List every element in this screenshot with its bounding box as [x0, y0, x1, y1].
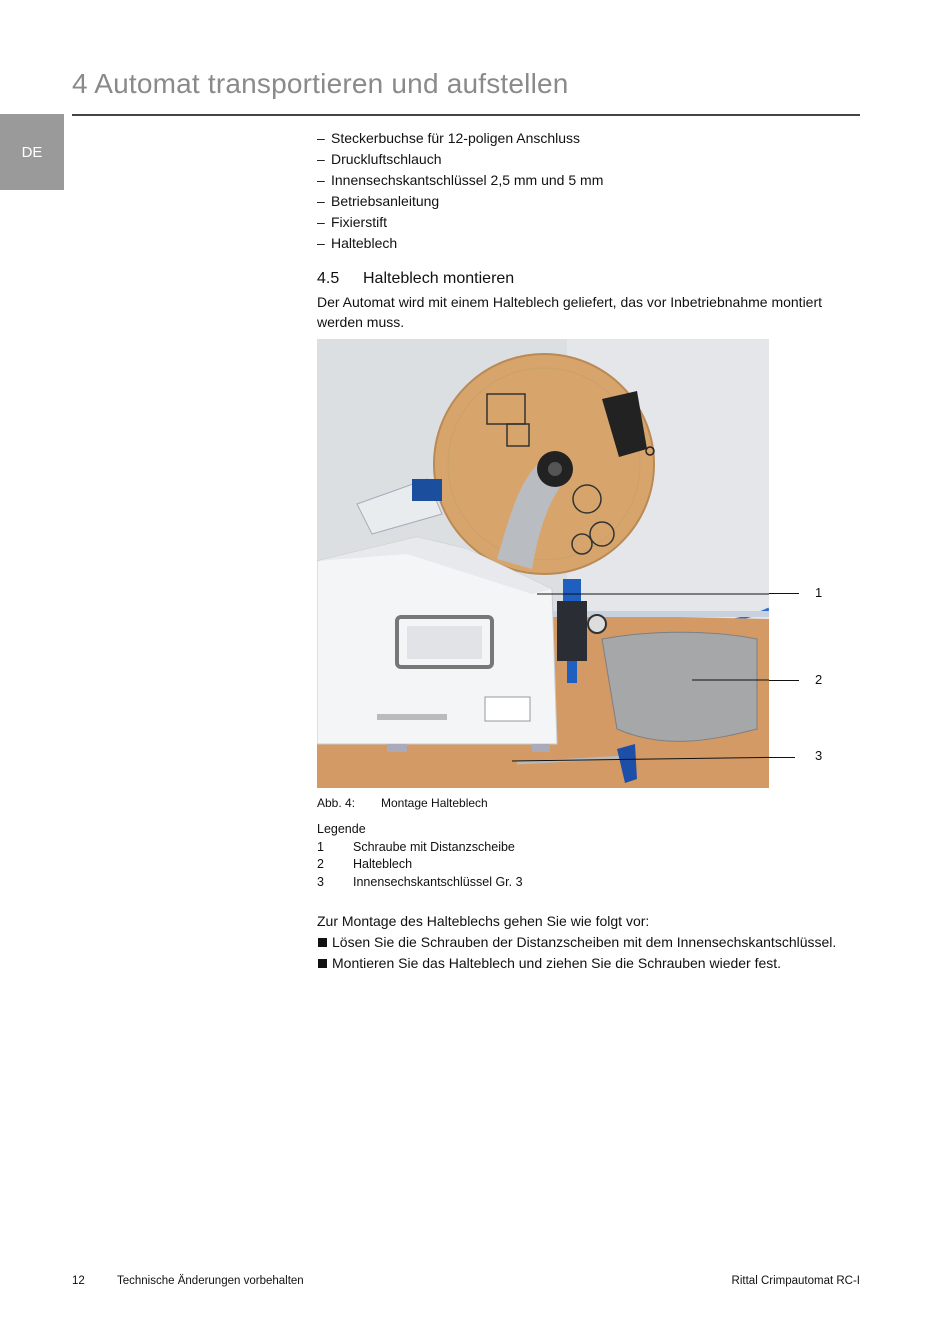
legend: [317, 821, 862, 891]
list-item: [317, 128, 862, 149]
dash-bullet: –: [317, 193, 325, 209]
title-rule: [72, 114, 860, 116]
list-item-text: Fixierstift: [331, 214, 387, 230]
figure-photo: [317, 339, 769, 788]
figure-caption: [317, 796, 862, 810]
legend-title: Legende: [317, 822, 366, 836]
callout-line-1: [769, 593, 799, 594]
step-text: Montieren Sie das Halteblech und ziehen Sie die Schrauben wieder fest.: [332, 955, 782, 971]
list-item-text: Steckerbuchse für 12-poligen Anschluss: [331, 130, 581, 146]
language-tab-label: DE: [21, 143, 43, 161]
legend-number: 1: [317, 839, 324, 854]
section-heading: [317, 270, 862, 288]
list-item: [317, 149, 862, 170]
scope-of-delivery-list: [317, 128, 862, 254]
legend-text: Halteblech: [353, 857, 413, 871]
dash-bullet: –: [317, 214, 325, 230]
square-bullet-icon: [318, 959, 327, 968]
callout-line-2: [769, 680, 799, 681]
procedure-step: [317, 953, 862, 974]
procedure-step: [317, 932, 862, 953]
list-item-text: Druckluftschlauch: [331, 151, 442, 167]
list-item: [317, 212, 862, 233]
dash-bullet: –: [317, 172, 325, 188]
legend-number: 3: [317, 874, 324, 889]
legend-text: Innensechskantschlüssel Gr. 3: [353, 874, 523, 889]
list-item-text: Innensechskantschlüssel 2,5 mm und 5 mm: [331, 172, 604, 188]
legend-number: 2: [317, 857, 324, 871]
legend-row: [317, 856, 862, 874]
procedure-intro: Zur Montage des Halteblechs gehen Sie wie folgt vor:: [317, 913, 650, 929]
callout-line-3: [769, 757, 795, 758]
list-item: [317, 170, 862, 191]
dash-bullet: –: [317, 235, 325, 251]
callout-number-2: 2: [815, 672, 823, 687]
footer-notice: Technische Änderungen vorbehalten: [117, 1275, 304, 1287]
legend-text: Schraube mit Distanzscheibe: [353, 839, 515, 854]
footer-product: Rittal Crimpautomat RC-I: [731, 1275, 860, 1287]
list-item-text: Halteblech: [331, 235, 398, 251]
list-item-text: Betriebsanleitung: [331, 193, 440, 209]
section-intro: Der Automat wird mit einem Halteblech geliefert, das vor Inbetriebnahme montiert werden muss.: [317, 294, 823, 330]
square-bullet-icon: [318, 938, 327, 947]
dash-bullet: –: [317, 151, 325, 167]
section-title: Halteblech montieren: [363, 270, 515, 287]
callout-number-1: 1: [815, 585, 823, 600]
procedure: [317, 911, 862, 974]
caption-text: Montage Halteblech: [381, 796, 488, 810]
list-item: [317, 233, 862, 254]
step-text: Lösen Sie die Schrauben der Distanzscheiben mit dem Innensechskantschlüssel.: [332, 934, 837, 950]
caption-label: Abb. 4:: [317, 796, 356, 810]
list-item: [317, 191, 862, 212]
section-number: 4.5: [317, 270, 340, 287]
dash-bullet: –: [317, 130, 325, 146]
page-number: 12: [72, 1275, 85, 1287]
chapter-title: 4 Automat transportieren und aufstellen: [72, 68, 569, 99]
legend-row: [317, 839, 862, 857]
callout-number-3: 3: [815, 748, 823, 763]
language-tab: [0, 114, 64, 190]
legend-row: [317, 874, 862, 892]
